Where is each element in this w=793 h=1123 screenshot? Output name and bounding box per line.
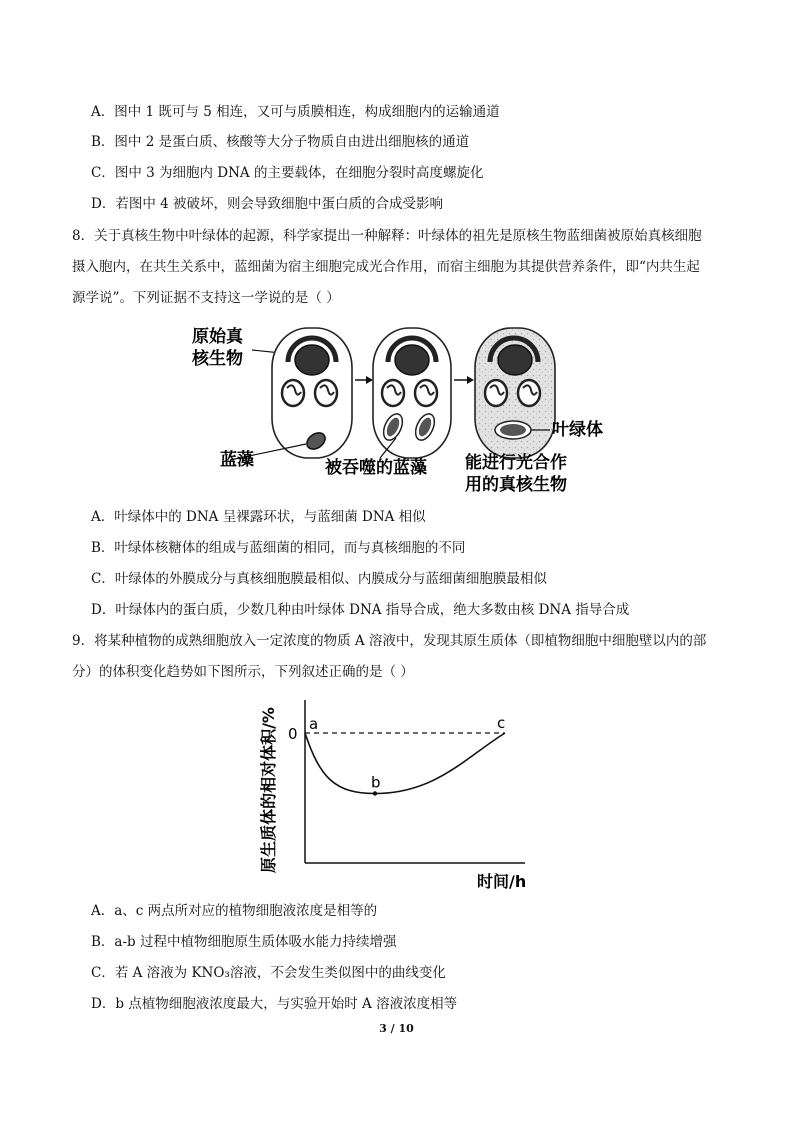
q7-option-a: A．图中 1 既可与 5 相连，又可与质膜相连，构成细胞内的运输通道 xyxy=(91,104,500,120)
q9-stem-line-2: 分）的体积变化趋势如下图所示，下列叙述正确的是（ ） xyxy=(72,664,414,680)
point-c-label: c xyxy=(497,714,506,732)
point-b-marker xyxy=(373,791,377,795)
cell-photosynthetic-eukaryote xyxy=(475,328,555,458)
label-chloroplast: 叶绿体 xyxy=(552,420,603,440)
q9-stem-line-1: 9．将某种植物的成熟细胞放入一定浓度的物质 A 溶液中，发现其原生质体（即植物细胞中细胞壁以内的部 xyxy=(72,633,707,649)
y-tick-zero: 0 xyxy=(288,725,298,743)
q7-option-b: B．图中 2 是蛋白质、核酸等大分子物质自由进出细胞核的通道 xyxy=(91,134,470,150)
volume-curve xyxy=(305,733,505,794)
label-primitive-eukaryote-2: 核生物 xyxy=(192,349,243,369)
label-primitive-eukaryote-1: 原始真 xyxy=(192,327,243,347)
q9-option-c: C．若 A 溶液为 KNO₃溶液，不会发生类似图中的曲线变化 xyxy=(91,965,446,981)
q7-option-d: D．若图中 4 被破坏，则会导致细胞中蛋白质的合成受影响 xyxy=(91,196,443,212)
label-photosynthetic-eukaryote-2: 用的真核生物 xyxy=(465,475,567,495)
point-a-label: a xyxy=(309,715,319,733)
protoplast-volume-chart xyxy=(255,690,545,895)
cell-primitive-eukaryote xyxy=(272,328,352,458)
q9-option-b: B．a-b 过程中植物细胞原生质体吸水能力持续增强 xyxy=(91,934,397,950)
q8-option-d: D．叶绿体内的蛋白质，少数几种由叶绿体 DNA 指导合成，绝大多数由核 DNA 指导合成 xyxy=(91,602,630,618)
label-engulfed-cyanobacteria: 被吞噬的蓝藻 xyxy=(325,458,427,478)
q8-option-c: C．叶绿体的外膜成分与真核细胞膜最相似、内膜成分与蓝细菌细胞膜最相似 xyxy=(91,571,547,587)
q8-stem-line-2: 摄入胞内，在共生关系中，蓝细菌为宿主细胞完成光合作用，而宿主细胞为其提供营养条件，即“内共生起 xyxy=(72,259,700,275)
q7-option-c: C．图中 3 为细胞内 DNA 的主要载体，在细胞分裂时高度螺旋化 xyxy=(91,165,484,181)
q8-stem-line-1: 8．关于真核生物中叶绿体的起源，科学家提出一种解释：叶绿体的祖先是原核生物蓝细菌被原始真核细胞 xyxy=(72,228,702,244)
q8-option-b: B．叶绿体核糖体的组成与蓝细菌的相同，而与真核细胞的不同 xyxy=(91,540,466,556)
endosymbiosis-diagram xyxy=(190,320,620,495)
q8-stem-line-3: 源学说”。下列证据不支持这一学说的是（ ） xyxy=(72,290,340,306)
label-cyanobacteria: 蓝藻 xyxy=(220,450,254,470)
q9-option-d: D．b 点植物细胞液浓度最大，与实验开始时 A 溶液浓度相等 xyxy=(91,996,458,1012)
cell-with-engulfed-cyanobacteria xyxy=(373,328,451,458)
q9-option-a: A．a、c 两点所对应的植物细胞液浓度是相等的 xyxy=(91,903,378,919)
x-axis-label: 时间/h xyxy=(477,872,527,891)
q8-option-a: A．叶绿体中的 DNA 呈裸露环状，与蓝细菌 DNA 相似 xyxy=(91,509,426,525)
page-number: 3 / 10 xyxy=(379,1022,414,1035)
label-photosynthetic-eukaryote-1: 能进行光合作 xyxy=(465,453,567,473)
y-axis-label: 原生质体的相对体积/% xyxy=(259,707,278,873)
point-b-label: b xyxy=(371,773,381,792)
